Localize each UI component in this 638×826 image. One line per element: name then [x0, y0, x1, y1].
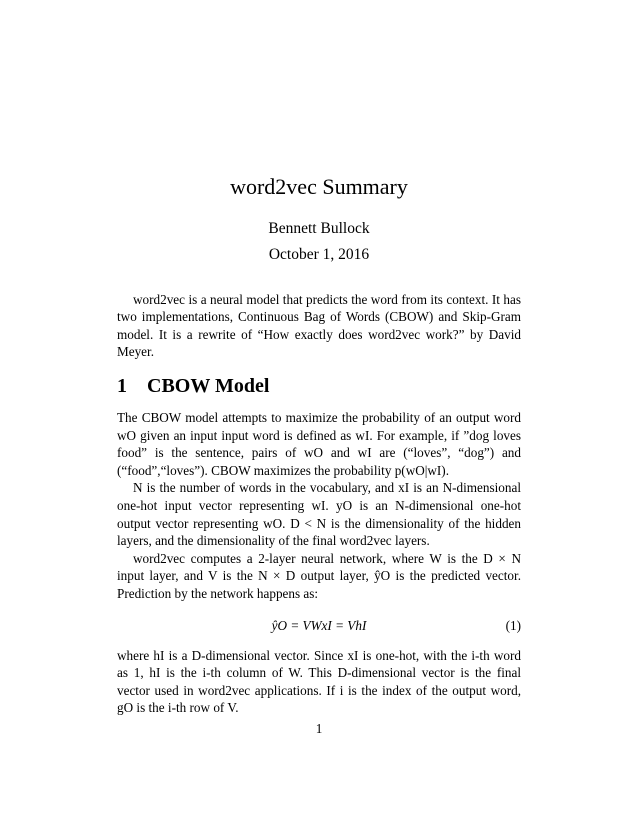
section-body [117, 409, 521, 717]
paper-date: October 1, 2016 [268, 246, 370, 263]
paper-title: word2vec Summary [230, 174, 408, 199]
abstract-paragraph: word2vec is a neural model that predicts the word from its context. It has two implementations, Continuous Bag of Words (CBOW) and Skip-Gram model. It is a rewrite of “How exactly does word2vec work?” by David Meyer. [117, 292, 521, 360]
equation-1: ŷO = VWxI = VhI [271, 617, 367, 633]
body-paragraph-1: The CBOW model attempts to maximize the probability of an output word wO given an input input word is defined as wI. For example, if ”dog loves food” is the sentence, pairs of wO and wI are (“loves”, “dog”) and (“food”,“loves”). CBOW maximizes the probability p(wO|wI). [117, 410, 521, 478]
section-number: 1 [117, 375, 127, 397]
body-paragraph-4: where hI is a D-dimensional vector. Since xI is one-hot, with the i-th word as 1, hI is the i-th column of W. This D-dimensional vector is the final vector used in word2vec applications. If i is the index of the output word, gO is the i-th row of V. [117, 647, 521, 716]
body-paragraph-2: N is the number of words in the vocabulary, and xI is an N-dimensional one-hot input vector representing wI. yO is an N-dimensional one-hot output vector representing wO. D < N is the dimensionality of the hidden layers, and the dimensionality of the final word2vec layers. [117, 480, 521, 549]
body-paragraph-3: word2vec computes a 2-layer neural network, where W is the D × N input layer, and V is the N × D output layer, ŷO is the predicted vector. Prediction by the network happens as: [117, 550, 521, 601]
section-title: CBOW Model [147, 375, 270, 397]
equation-number: (1) [505, 617, 521, 633]
equation-block [117, 612, 521, 640]
page-number: 1 [315, 721, 323, 736]
section-heading [117, 373, 521, 399]
paper-author: Bennett Bullock [268, 220, 370, 237]
